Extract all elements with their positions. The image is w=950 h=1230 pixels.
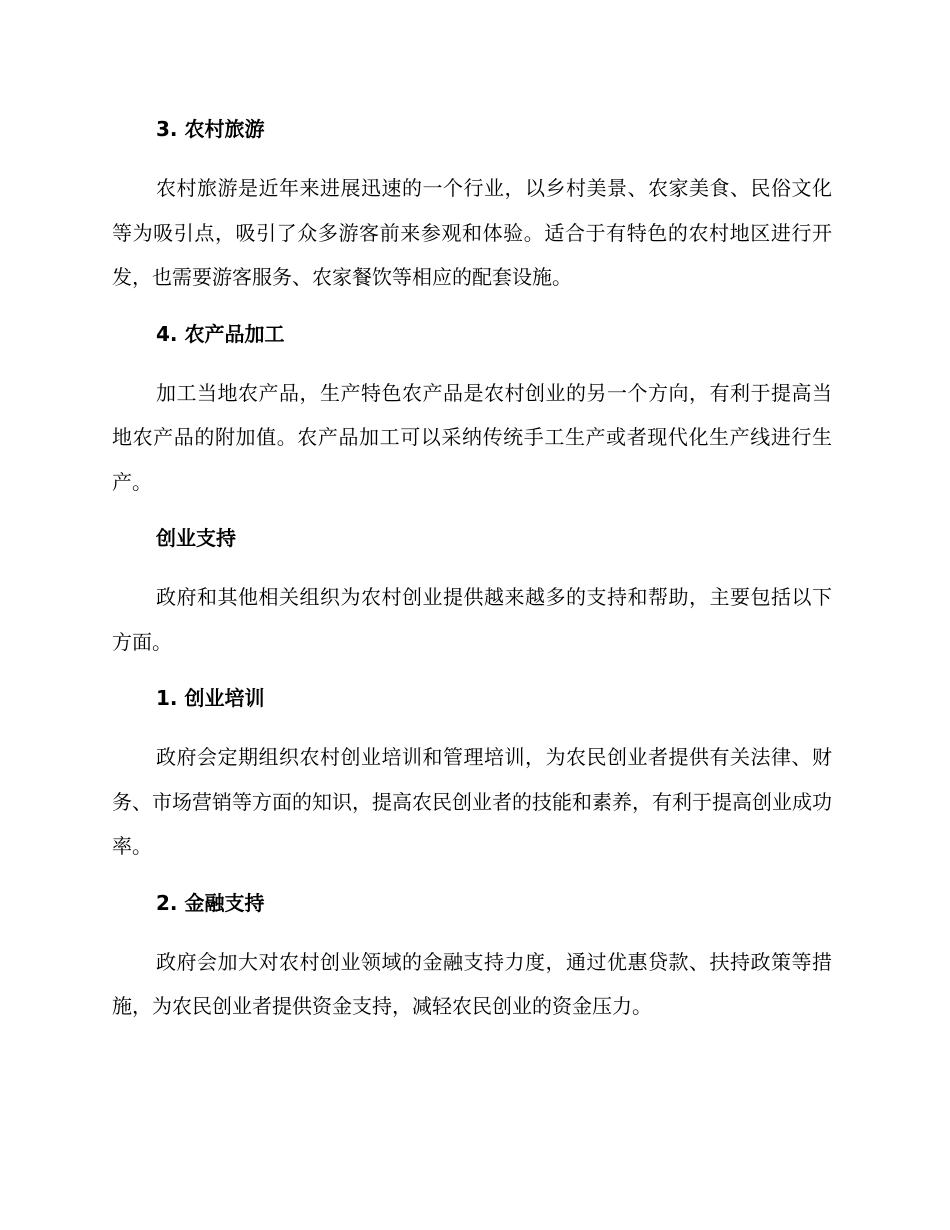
section-paragraph-agri-processing: 加工当地农产品，生产特色农产品是农村创业的另一个方向，有利于提高当地农产品的附加值。农产品加工可以采纳传统手工生产或者现代化生产线进行生产。 (112, 380, 832, 494)
section-heading-startup-support: 创业支持 (156, 526, 236, 550)
section-heading-startup-training: 1. 创业培训 (156, 686, 265, 710)
section-paragraph-financial-support: 政府会加大对农村创业领域的金融支持力度，通过优惠贷款、扶持政策等措施，为农民创业者提供资金支持，减轻农民创业的资金压力。 (112, 949, 832, 1018)
section-heading-rural-tourism: 3. 农村旅游 (156, 117, 265, 141)
document-body (112, 111, 832, 1045)
section-paragraph-startup-support: 政府和其他相关组织为农村创业提供越来越多的支持和帮助，主要包括以下方面。 (112, 585, 832, 654)
section-paragraph-startup-training: 政府会定期组织农村创业培训和管理培训，为农民创业者提供有关法律、财务、市场营销等方面的知识，提高农民创业者的技能和素养，有利于提高创业成功率。 (112, 745, 832, 858)
section-heading-financial-support: 2. 金融支持 (156, 890, 265, 915)
section-paragraph-rural-tourism: 农村旅游是近年来进展迅速的一个行业，以乡村美景、农家美食、民俗文化等为吸引点，吸引了众多游客前来参观和体验。适合于有特色的农村地区进行开发，也需要游客服务、农家餐饮等相应的配套设施。 (112, 176, 832, 289)
section-heading-agri-processing: 4. 农产品加工 (156, 321, 285, 346)
